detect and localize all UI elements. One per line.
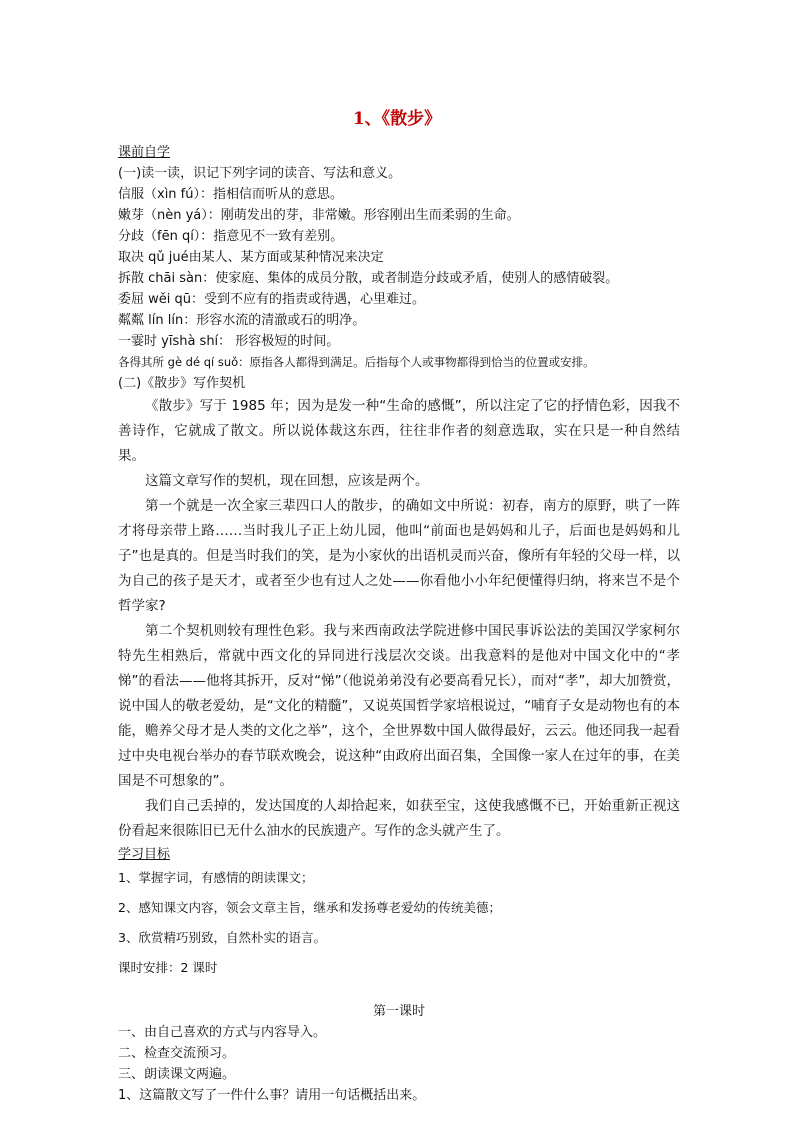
vocab-item: 分歧（fēn qí）：指意见不一致有差别。 bbox=[118, 229, 344, 244]
vocab-item: 取决 qǔ jué由某人、某方面或某种情况来决定 bbox=[118, 250, 384, 265]
vocabulary-list bbox=[118, 184, 680, 373]
lesson-heading: 第一课时 bbox=[372, 1004, 425, 1019]
lesson-step: 一、由自己喜欢的方式与内容导入。 bbox=[118, 1025, 327, 1040]
section-heading-writing-motive: (二)《散步》写作契机 bbox=[118, 376, 246, 391]
document-title: 1、《散步》 bbox=[352, 109, 442, 129]
vocab-item: 嫩芽（nèn yá）：刚萌发出的芽，非常嫩。形容刚出生而柔弱的生命。 bbox=[118, 208, 520, 223]
document-body bbox=[118, 142, 680, 1106]
body-paragraph: 这篇文章写作的契机，现在回想，应该是两个。 bbox=[145, 473, 429, 489]
vocab-item: 各得其所 gè dé qí suǒ：原指各人都得到满足。后指每个人或事物都得到恰当的位置或安排。 bbox=[118, 355, 595, 369]
objective-item: 2、感知课文内容，领会文章主旨，继承和发扬尊老爱幼的传统美德； bbox=[118, 900, 501, 915]
preview-intro: (一)读一读，识记下列字词的读音、写法和意义。 bbox=[118, 166, 402, 181]
lesson-step: 三、朗读课文两遍。 bbox=[118, 1067, 236, 1082]
vocab-item: 拆散 chāi sàn：使家庭、集体的成员分散，或者制造分歧或矛盾，使别人的感情破裂。 bbox=[118, 271, 619, 286]
lesson-step: 1、这篇散文写了一件什么事？请用一句话概括出来。 bbox=[118, 1088, 426, 1103]
vocab-item: 粼粼 lín lín：形容水流的清澈或石的明净。 bbox=[118, 313, 366, 328]
objective-item: 1、掌握字词，有感情的朗读课文； bbox=[118, 870, 314, 885]
body-paragraph: 《散步》写于 1985 年；因为是发一种“生命的感慨”，所以注定了它的抒情色彩，因我不善诗作，它就成了散文。所以说体裁这东西，往往非作者的刻意选取，实在只是一种自然结果。 bbox=[118, 398, 680, 464]
body-paragraph: 第一个就是一次全家三辈四口人的散步，的确如文中所说：初春，南方的原野，哄了一阵才将母亲带上路……当时我儿子正上幼儿园，他叫“前面也是妈妈和儿子，后面也是妈妈和儿子”也是真的。但是当时我们的笑，是为小家伙的出语机灵而兴奋，像所有年轻的父母一样，以为自己的孩子是天才，或者至少也有过人之处——你看他小小年纪便懂得归纳，将来岂不是个哲学家? bbox=[118, 498, 680, 614]
vocab-item: 一霎时 yīshà shí： 形容极短的时间。 bbox=[118, 334, 340, 349]
preview-heading: 课前自学 bbox=[118, 145, 171, 160]
class-schedule: 课时安排：2 课时 bbox=[118, 960, 218, 975]
lesson-step: 二、检查交流预习。 bbox=[118, 1046, 236, 1061]
vocab-item: 信服（xìn fú）：指相信而听从的意思。 bbox=[118, 187, 343, 202]
body-paragraph: 第二个契机则较有理性色彩。我与来西南政法学院进修中国民事诉讼法的美国汉学家柯尔特先生相熟后，常就中西文化的异同进行浅层次交谈。出我意料的是他对中国文化中的“孝悌”的看法——他将其拆开，反对“悌”（他说弟弟没有必要高看兄长），而对“孝”，却大加赞赏，说中国人的敬老爱幼，是“文化的精髓”，又说英国哲学家培根说过，“哺育子女是动物也有的本能，赡养父母才是人类的文化之举”，这个，全世界数中国人做得最好，云云。他还同我一起看过中央电视台举办的春节联欢晚会，说这种“由政府出面召集，全国像一家人在过年的事，在美国是不可想象的”。 bbox=[118, 623, 680, 789]
objectives-heading: 学习目标 bbox=[118, 847, 171, 862]
body-paragraph: 我们自己丢掉的，发达国度的人却拾起来，如获至宝，这使我感慨不已，开始重新正视这份看起来很陈旧已无什么油水的民族遗产。写作的念头就产生了。 bbox=[118, 798, 680, 839]
vocab-item: 委屈 wěi qū：受到不应有的指责或待遇，心里难过。 bbox=[118, 292, 425, 307]
objective-item: 3、欣赏精巧别致，自然朴实的语言。 bbox=[118, 930, 326, 945]
